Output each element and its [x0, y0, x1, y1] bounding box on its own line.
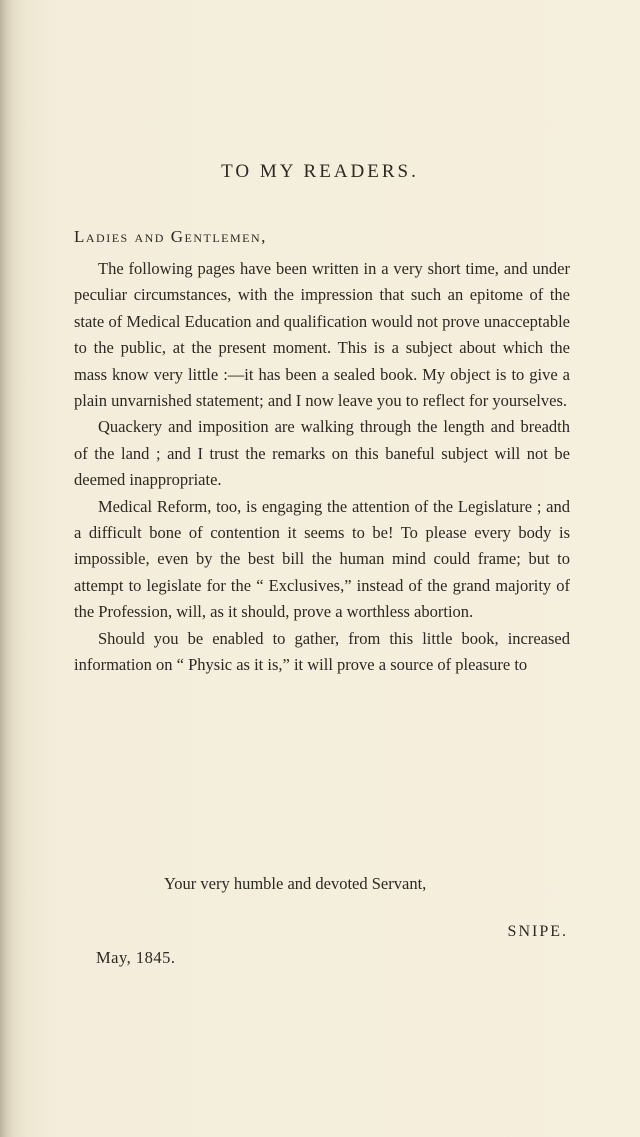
date-line: May, 1845. — [96, 948, 176, 967]
closing-line: Your very humble and devoted Servant, — [164, 874, 427, 893]
paragraph-3: Medical Reform, too, is engaging the attention of the Legislature ; and a difficult bone of contention it seems to be! To please every body is impossible, even by the best bill the human mind could frame; but to attempt to legislate for the “ Exclusives,” instead of the grand majority of the Profession, will, as it should, prove a worthless abortion. — [74, 496, 570, 622]
page-title: TO MY READERS. — [221, 161, 419, 182]
paragraph-1: The following pages have been written in a very short time, and under peculiar circumstances, with the impression that such an epitome of the state of Medical Education and qualification would not prove unacceptable to the public, at the present moment. This is a subject about which the mass know very little :—it has been a sealed book. My object is to give a plain unvarnished statement; and I now leave you to reflect for yourselves. — [74, 259, 570, 411]
signature: SNIPE. — [507, 923, 568, 940]
paragraph-2: Quackery and imposition are walking through the length and breadth of the land ; and I trust the remarks on this baneful subject will not be deemed inappropriate. — [74, 417, 570, 490]
body-text — [74, 256, 570, 679]
paragraph-4: Should you be enabled to gather, from this little book, increased information on “ Physic as it is,” it will prove a source of pleasure to — [74, 628, 570, 675]
salutation: Ladies and Gentlemen, — [74, 227, 267, 246]
